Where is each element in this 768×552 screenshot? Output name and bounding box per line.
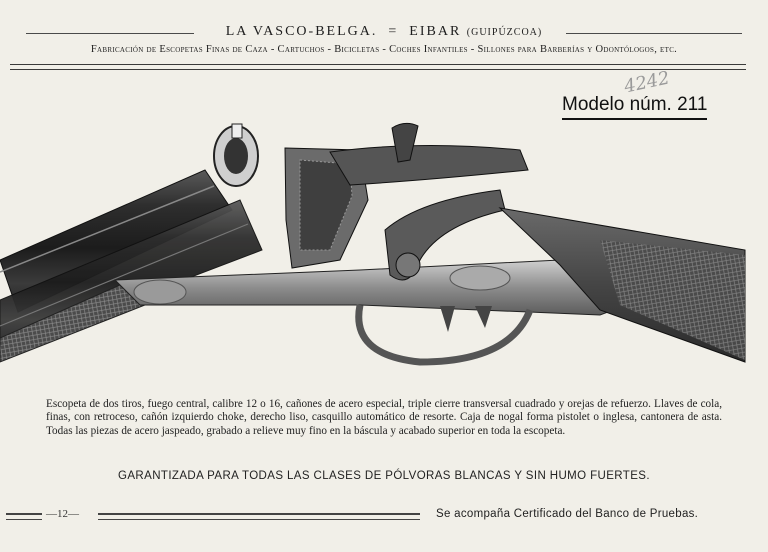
shotgun-illustration [0,100,768,380]
header-double-rule [10,64,746,70]
guarantee-text: GARANTIZADA PARA TODAS LAS CLASES DE PÓLVORAS BLANCAS Y SIN HUMO FUERTES. [118,470,650,482]
header-subtitle: Fabricación de Escopetas Finas de Caza - Cartuchos - Bicicletas - Coches Infantiles - Sillones para Barberías y Odontólogos, etc. [90,44,678,55]
header-title [0,24,768,40]
handwritten-note: 4242 [622,67,672,98]
footer-rule-left [6,513,42,520]
footer-rule-middle [98,513,420,520]
company-name: LA VASCO-BELGA. [225,24,378,39]
description-text: Escopeta de dos tiros, fuego central, calibre 12 o 16, cañones de acero especial, triple cierre transversal cuadrado y orejas de refuerzo. Llaves de cola, finas, con retroceso, cañón izquierdo choke, derecho liso, casquillo automático de resorte. Caja de nogal forma pistolet o inglesa, cantonera de asta. Todas las piezas de acero jaspeado, grabado a relieve muy fino en la báscula y acabado superior en toda la escopeta. [46,398,722,437]
province-name: (GUIPÚZCOA) [466,27,543,38]
page-number: —12— [46,508,79,520]
model-number: Modelo núm. 211 [562,94,707,120]
header-separator: = [388,24,399,39]
city-name: EIBAR [409,24,462,39]
hammer-left [330,145,528,185]
footer-note: Se acompaña Certificado del Banco de Pruebas. [436,508,699,520]
